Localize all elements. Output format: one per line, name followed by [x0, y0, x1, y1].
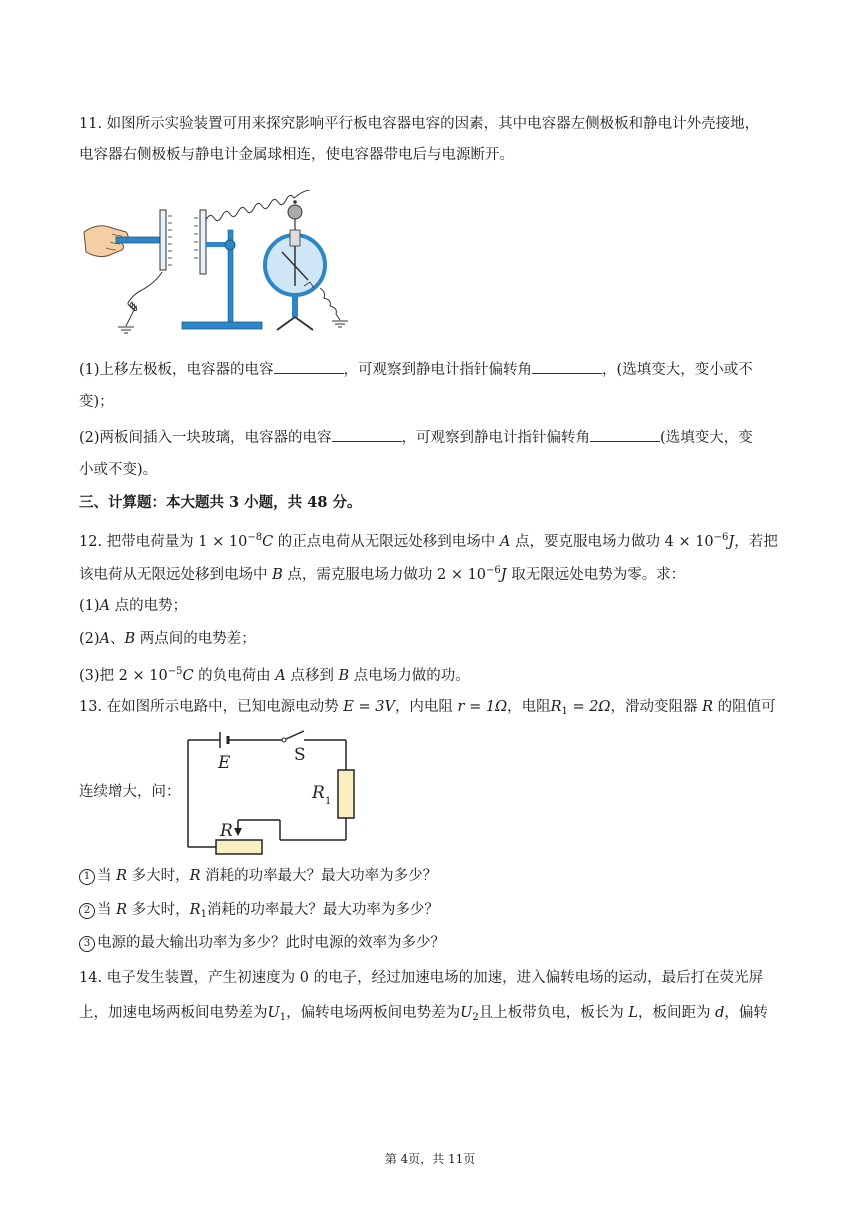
label-r1-sub: 1 — [325, 796, 332, 807]
q13-sub-2: 2 当 R 多大时，$R_1$消耗的功率最大？最大功率为多少？ — [79, 900, 439, 925]
q13-sub-1: 1 当 R 多大时，R 消耗的功率最大？最大功率为多少？ — [79, 866, 437, 886]
q14-line-1: 14. 电子发生装置，产生初速度为 0 的电子，经过加速电场的加速，进入偏转电场的运动，最后打在荧光屏 — [79, 970, 764, 986]
q12-line-1: 12. 把带电荷量为 $1 \times 10^{-8}C$ 的正点电荷从无限远处移到电场中 A 点，要克服电场力做功 $4 \times 10^{-6}J$，若把 — [79, 532, 778, 550]
q13-line-2: 连续增大，问： — [79, 784, 181, 800]
q13-line-1: 13. 在如图所示电路中，已知电源电动势 E = 3V，内电阻 r = 1Ω，电阻$R_1 = 2\Omega$，滑动变阻器 R 的阻值可 — [79, 699, 776, 717]
q11-line-1: 11. 如图所示实验装置可用来探究影响平行板电容器电容的因素，其中电容器左侧极板和静电计外壳接地， — [79, 116, 760, 132]
q12-line-2: 该电荷从无限远处移到电场中 B 点，需克服电场力做功 $2 \times 10^{-6}J$ 取无限远处电势为零。求： — [79, 565, 686, 583]
rheostat-r — [216, 840, 262, 854]
q12-sub-1: (1)A 点的电势； — [79, 598, 188, 614]
page-footer: 第 4页，共 11页 — [384, 1152, 476, 1166]
answer-blank[interactable] — [590, 429, 660, 442]
q12-sub-3: (3)把 $2 \times 10^{-5}C$ 的负电荷由 A 点移到 B 点电场力做的功。 — [79, 666, 470, 684]
label-e: E — [218, 753, 231, 773]
answer-blank[interactable] — [532, 361, 602, 374]
capacitor-electrometer-figure — [82, 190, 362, 345]
q11-line-2: 电容器右侧极板与静电计金属球相连，使电容器带电后与电源断开。 — [79, 147, 514, 163]
q11-part-2: (2)两板间插入一块玻璃，电容器的电容 ，可观察到静电计指针偏转角 (选填变大，变 — [79, 430, 753, 446]
answer-blank[interactable] — [274, 361, 344, 374]
label-s: S — [294, 745, 306, 765]
label-r: R — [220, 821, 233, 841]
label-r1: R — [312, 783, 325, 803]
circuit-diagram — [180, 728, 360, 860]
q11-part-1: (1)上移左极板，电容器的电容 ，可观察到静电计指针偏转角 ，(选填变大，变小或不 — [79, 362, 753, 378]
q11-part-2-cont: 小或不变)。 — [79, 462, 158, 478]
q12-sub-2: (2)A、B 两点间的电势差； — [79, 631, 256, 647]
q13-sub-3: 3 电源的最大输出功率为多少？此时电源的效率为多少？ — [79, 933, 445, 953]
switch — [286, 731, 304, 739]
section-heading: 三、计算题：本大题共 3 小题，共 48 分。 — [79, 494, 362, 511]
resistor-r1 — [338, 770, 354, 818]
q11-part-1-cont: 变)； — [79, 394, 114, 410]
answer-blank[interactable] — [332, 429, 402, 442]
q14-line-2: 上，加速电场两板间电势差为$U_1$，偏转电场两板间电势差为$U_2$且上板带负电，板长为 L，板间距为 d，偏转 — [79, 1005, 768, 1023]
